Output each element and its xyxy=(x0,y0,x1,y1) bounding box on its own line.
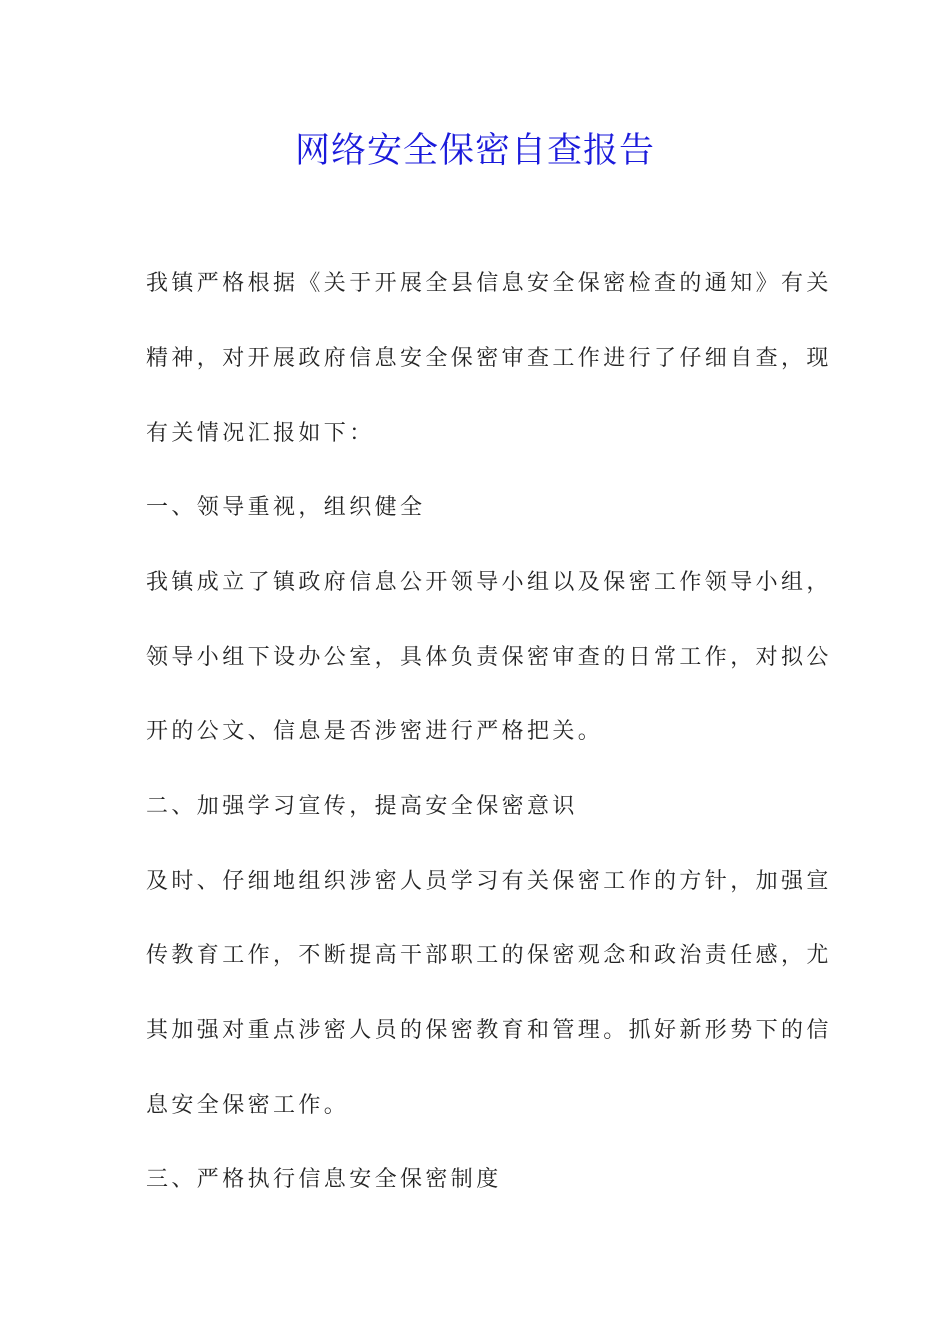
paragraph-line: 精神，对开展政府信息安全保密审查工作进行了仔细自查，现 xyxy=(146,346,832,371)
paragraph-line: 开的公文、信息是否涉密进行严格把关。 xyxy=(146,719,604,744)
paragraph-line: 有关情况汇报如下： xyxy=(146,421,375,446)
document-title: 网络安全保密自查报告 xyxy=(294,131,655,171)
paragraph-line: 我镇成立了镇政府信息公开领导小组以及保密工作领导小组， xyxy=(146,570,832,595)
paragraph-line: 我镇严格根据《关于开展全县信息安全保密检查的通知》有关 xyxy=(146,271,832,296)
paragraph-line: 其加强对重点涉密人员的保密教育和管理。抓好新形势下的信 xyxy=(146,1018,832,1043)
section-heading: 二、加强学习宣传，提高安全保密意识 xyxy=(146,794,578,819)
section-heading: 三、严格执行信息安全保密制度 xyxy=(146,1167,502,1192)
paragraph-line: 领导小组下设办公室，具体负责保密审查的日常工作，对拟公 xyxy=(146,645,832,670)
paragraph-line: 传教育工作，不断提高干部职工的保密观念和政治责任感，尤 xyxy=(146,943,832,968)
section-heading: 一、领导重视，组织健全 xyxy=(146,495,426,520)
paragraph-line: 息安全保密工作。 xyxy=(146,1093,350,1118)
paragraph-line: 及时、仔细地组织涉密人员学习有关保密工作的方针，加强宣 xyxy=(146,869,832,894)
